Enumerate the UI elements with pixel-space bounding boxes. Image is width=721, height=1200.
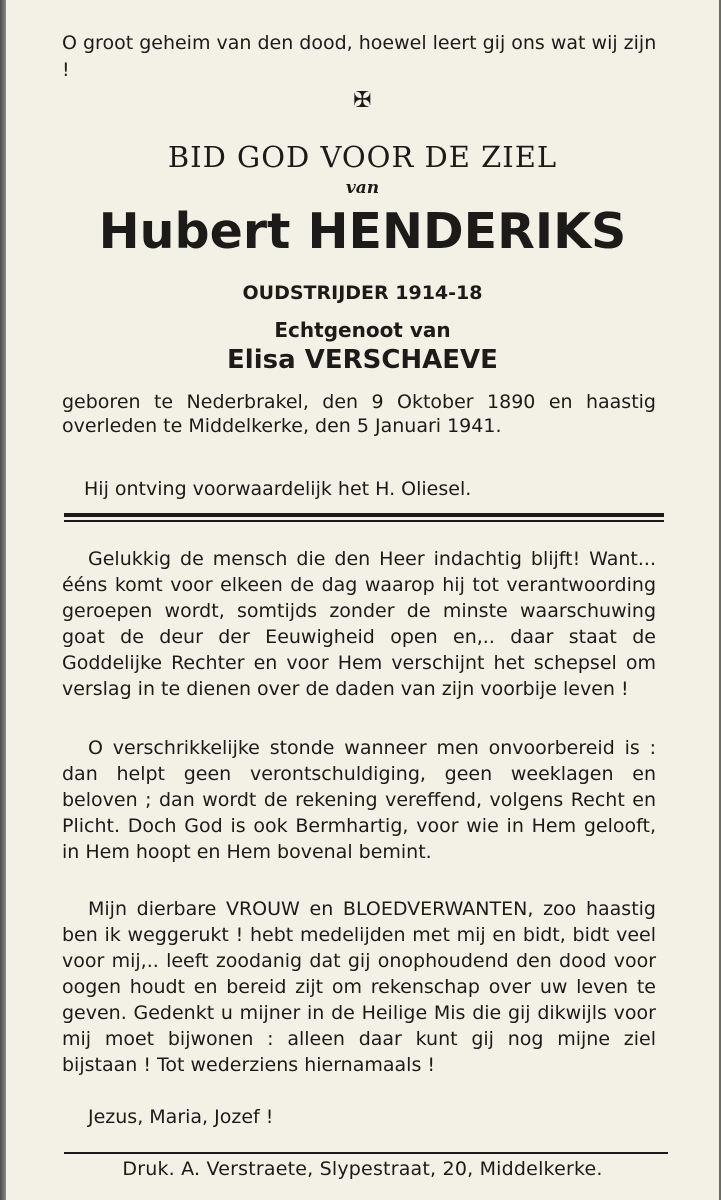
paragraph-2: O verschrikkelijke stonde wanneer men onvoorbereid is : dan helpt geen verontschuldiging, geen weeklagen en beloven ; dan wordt de rekening vereffend, volgens Recht en Plicht. Doch God is ook Bermhartig, voor wie in Hem gelooft, in Hem hoopt en Hem bovenal bemint. — [62, 737, 656, 863]
paragraph-1: Gelukkig de mensch die den Heer indachtig blijft! Want... ééns komt voor elkeen de dag waarop hij tot verantwoording geroepen wordt, somtijds zonder de minste waarschuwing goat de deur der Eeuwigheid open en,.. daar staat de Goddelijke Rechter en voor Hem verschijnt het schepsel om verslag in te dienen over de daden van zijn voorbije leven ! — [62, 548, 656, 700]
prayer-heading-van: van — [345, 178, 380, 198]
divider-thick — [64, 513, 664, 517]
prayer-heading: BID GOD VOOR DE ZIEL — [167, 140, 558, 174]
cross-icon: ✠ — [353, 88, 372, 113]
birth-death-text: geboren te Nederbrakel, den 9 Oktober 1890 en haastig overleden te Middelkerke, den 5 Januari 1941. — [62, 391, 656, 437]
veteran-label: OUDSTRIJDER 1914-18 — [242, 282, 483, 304]
deceased-name: Hubert HENDERIKS — [98, 203, 627, 260]
closing-prayer: Jezus, Maria, Jozef ! — [88, 1106, 274, 1128]
paragraph-3: Mijn dierbare VROUW en BLOEDVERWANTEN, zoo haastig ben ik weggerukt ! hebt medelijden met mij en bidt, bidt veel voor mij,.. leeft zoodanig dat gij onophoudend den dood voor oogen houdt en bereid zijt om rekenschap over uw leven te geven. Gedenkt u mijner in de Heilige Mis die gij dikwijls voor mij moet bijwonen : alleen daar kunt gij nog mijne ziel bijstaan ! Tot wederziens hiernamaals ! — [62, 898, 656, 1076]
spouse-label: Echtgenoot van — [274, 318, 451, 342]
memorial-card — [6, 0, 719, 1200]
sacrament-text: Hij ontving voorwaardelijk het H. Oliesel. — [84, 478, 472, 500]
printer-credit: Druk. A. Verstraete, Slypestraat, 20, Middelkerke. — [122, 1158, 603, 1180]
divider-thin — [64, 520, 664, 522]
spouse-name: Elisa VERSCHAEVE — [227, 345, 498, 375]
opening-quote: O groot geheim van den dood, hoewel leert gij ons wat wij zijn ! — [62, 32, 657, 81]
footer-divider — [64, 1152, 668, 1154]
